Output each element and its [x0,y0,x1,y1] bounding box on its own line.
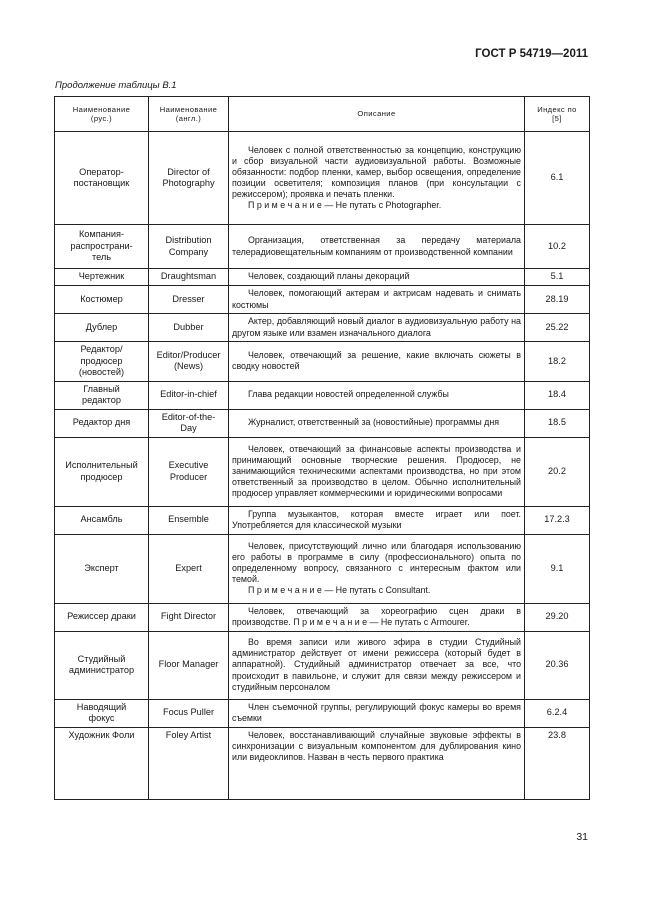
term-russian-line: Редактор дня [72,417,131,428]
term-english [149,132,229,225]
term-index-value: 17.2.3 [544,514,570,525]
term-english [149,314,229,342]
term-english-line: Producer [169,471,208,482]
term-index [525,437,590,506]
term-russian-line: тель [91,252,112,263]
term-english [149,727,229,799]
column-header-line: Индекс по [537,104,577,114]
term-index [525,269,590,286]
term-description [229,314,525,342]
term-index [525,409,590,437]
term-index-value: 18.2 [548,355,566,366]
term-description [229,269,525,286]
term-russian-line: (новостей) [78,367,125,377]
column-header-line: Наименование [72,104,131,114]
column-header-russian [55,97,149,132]
description-paragraph: Человек с полной ответственностью за концепцию, конструкцию и сбор визуальной части аудиовизуальной работы. Возможные обязанности: подбор пленки, камер, выбор освещения, определение позиции осветителя; композиция планов (при консультации с режиссером); проявка и печать пленки. [232,144,521,200]
term-russian [55,603,149,631]
term-russian [55,269,149,286]
term-english-line: Distribution [165,235,212,245]
table-row [55,699,590,727]
term-description [229,534,525,603]
term-english [149,409,229,437]
table-header-row [55,97,590,132]
term-index [525,727,590,799]
term-russian [55,699,149,727]
term-english-line: Day [180,423,197,433]
term-index [525,225,590,269]
terms-table [54,96,590,800]
description-paragraph: Человек, помогающий актерам и актрисам надевать и снимать костюмы [232,288,521,310]
table-row [55,437,590,506]
term-description [229,286,525,314]
term-russian-line: продюсер [80,355,123,366]
term-english-line: Expert [175,562,202,573]
term-russian [55,132,149,225]
term-russian-line: Дублер [85,321,118,332]
term-russian-line: Чертежник [78,271,125,282]
term-index-value: 9.1 [550,562,564,573]
table-row [55,603,590,631]
term-index [525,534,590,603]
term-english-line: Executive [168,460,209,470]
term-russian-line: Режиссер драки [67,611,136,622]
term-english [149,699,229,727]
description-note: П р и м е ч а н и е — Не путать с Photographer. [248,200,442,211]
description-paragraph: Человек, восстанавливающий случайные звуковые эффекты в синхронизации с визуальным компонентом для дублирования кино или видеоклипов. Назван в честь первого практика [232,729,521,762]
term-russian-line: Студийный [77,653,126,664]
term-russian [55,727,149,799]
description-paragraph: Человек, создающий планы декораций [248,271,410,282]
term-russian-line: Редактор/ [80,344,123,354]
term-description [229,132,525,225]
term-english [149,381,229,409]
table-row [55,225,590,269]
table-row [55,506,590,534]
term-index-value: 18.4 [548,389,566,400]
table-row [55,286,590,314]
table-row [55,727,590,799]
column-header-english [149,97,229,132]
term-english-line: (News) [173,361,204,372]
table-row [55,269,590,286]
term-index [525,631,590,699]
page-number: 31 [576,831,588,843]
term-russian-line: фокус [88,713,115,723]
term-english-line: Foley Artist [165,729,212,740]
term-index [525,314,590,342]
term-index-value: 10.2 [548,240,566,251]
term-russian-line: Наводящий [76,701,127,712]
term-english-line: Ensemble [168,514,209,525]
term-index [525,286,590,314]
term-description [229,409,525,437]
term-english-line: Floor Manager [158,659,219,670]
column-header-line: (рус.) [90,114,113,123]
column-header-description: Описание [229,97,525,132]
term-index [525,132,590,225]
term-index [525,603,590,631]
term-description [229,699,525,727]
term-description [229,437,525,506]
term-english-line: Editor/Producer [156,349,221,360]
term-russian [55,534,149,603]
table-row [55,342,590,382]
table-row [55,381,590,409]
term-english-line: Editor-of-the- [161,411,216,422]
term-index-value: 20.36 [545,659,569,670]
table-row [55,409,590,437]
term-index-value: 5.1 [550,271,564,282]
table-row [55,132,590,225]
description-note: П р и м е ч а н и е — Не путать с Consultant. [248,585,431,596]
term-index-value: 25.22 [545,321,569,332]
term-russian [55,631,149,699]
term-index [525,699,590,727]
term-english [149,286,229,314]
description-paragraph: Глава редакции новостей определенной службы [248,389,449,400]
column-header-line: (англ.) [175,114,202,123]
term-description [229,631,525,699]
term-russian-line: Оператор- [79,166,124,177]
term-english-line: Editor-in-chief [160,389,217,400]
term-description [229,342,525,382]
term-index [525,381,590,409]
term-description [229,381,525,409]
term-index-value: 18.5 [548,417,566,428]
table-row [55,631,590,699]
description-paragraph: Группа музыкантов, которая вместе играет или поет. Употребляется для классической музыки [232,508,521,530]
term-english-line: Dubber [173,321,204,332]
term-russian-line: распространи- [70,240,133,251]
term-english-line: Draughtsman [160,271,217,282]
description-paragraph: Человек, присутствующий лично или благодаря использованию его работы в программе в силу (профессионального) опыта по определенному вопросу, связанного с интересным фактом или темой. [232,540,521,585]
term-russian [55,409,149,437]
term-english-line: Director of [167,166,210,177]
table-row [55,534,590,603]
term-index-value: 28.19 [545,293,569,304]
term-index-value: 29.20 [545,611,569,622]
term-russian-line: постановщик [73,178,130,188]
term-english [149,437,229,506]
table-caption: Продолжение таблицы В.1 [55,80,177,91]
term-english-line: Focus Puller [162,707,215,718]
term-english [149,269,229,286]
column-header-index [525,97,590,132]
term-description [229,727,525,799]
term-english-line: Company [168,246,209,257]
term-english [149,631,229,699]
term-index-value: 23.8 [548,729,566,740]
term-russian-line: Эксперт [84,562,119,573]
term-english [149,603,229,631]
description-paragraph: Человек, отвечающий за хореографию сцен драки в производстве. П р и м е ч а н и е — Не путать с Armourer. [232,605,521,627]
column-header-line: [5] [552,114,562,123]
term-english [149,342,229,382]
term-russian [55,286,149,314]
term-description [229,225,525,269]
term-russian [55,342,149,382]
description-paragraph: Актер, добавляющий новый диалог в аудиовизуальную работу на другом языке или взамен изначального диалога [232,316,521,338]
description-paragraph: Человек, отвечающий за финансовые аспекты производства и принимающий основные творческие решения. Продюсер, не занимающийся техническими аспектами производства, но при этом ответственный за производство в целом. Обычно исполнительный продюсер управляет коммерческими и юридическими вопросами [232,443,521,499]
term-index-value: 6.1 [550,172,564,183]
term-russian [55,437,149,506]
term-description [229,603,525,631]
term-russian-line: Костюмер [80,293,123,304]
term-russian-line: Главный [83,383,120,394]
term-russian-line: Компания- [78,229,125,240]
description-paragraph: Организация, ответственная за передачу материала телерадиовещательным компаниям от производственной компании [232,235,521,257]
term-russian-line: Исполнительный [65,460,138,470]
term-english [149,225,229,269]
term-index-value: 6.2.4 [546,707,568,718]
term-english-line: Fight Director [160,611,217,622]
term-index-value: 20.2 [548,465,566,476]
table-row [55,314,590,342]
term-english-line: Photography [162,178,215,188]
term-russian-line: Ансамбль [80,514,123,525]
term-russian-line: Художник Фоли [68,729,135,740]
term-russian-line: администратор [68,665,135,675]
term-russian [55,506,149,534]
term-description [229,506,525,534]
term-russian [55,381,149,409]
term-english [149,506,229,534]
term-index [525,506,590,534]
description-paragraph: Человек, отвечающий за решение, какие включать сюжеты в сводку новостей [232,350,521,372]
description-paragraph: Журналист, ответственный за (новостийные) программы дня [248,417,500,428]
term-russian [55,225,149,269]
term-russian [55,314,149,342]
description-paragraph: Во время записи или живого эфира в студии Студийный администратор действует от имени режиссера (который будет в аппаратной). Студийный администратор отвечает за все, что происходит в павильоне, и служит для связи между режиссером и студийным персоналом [232,637,521,692]
description-paragraph: Член съемочной группы, регулирующий фокус камеры во время съемки [232,701,521,723]
document-standard-number: ГОСТ Р 54719—2011 [475,48,588,60]
column-header-line: Наименование [159,104,218,114]
term-russian-line: продюсер [80,471,123,482]
term-russian-line: редактор [82,395,121,405]
term-index [525,342,590,382]
term-english-line: Dresser [172,293,205,304]
term-english [149,534,229,603]
